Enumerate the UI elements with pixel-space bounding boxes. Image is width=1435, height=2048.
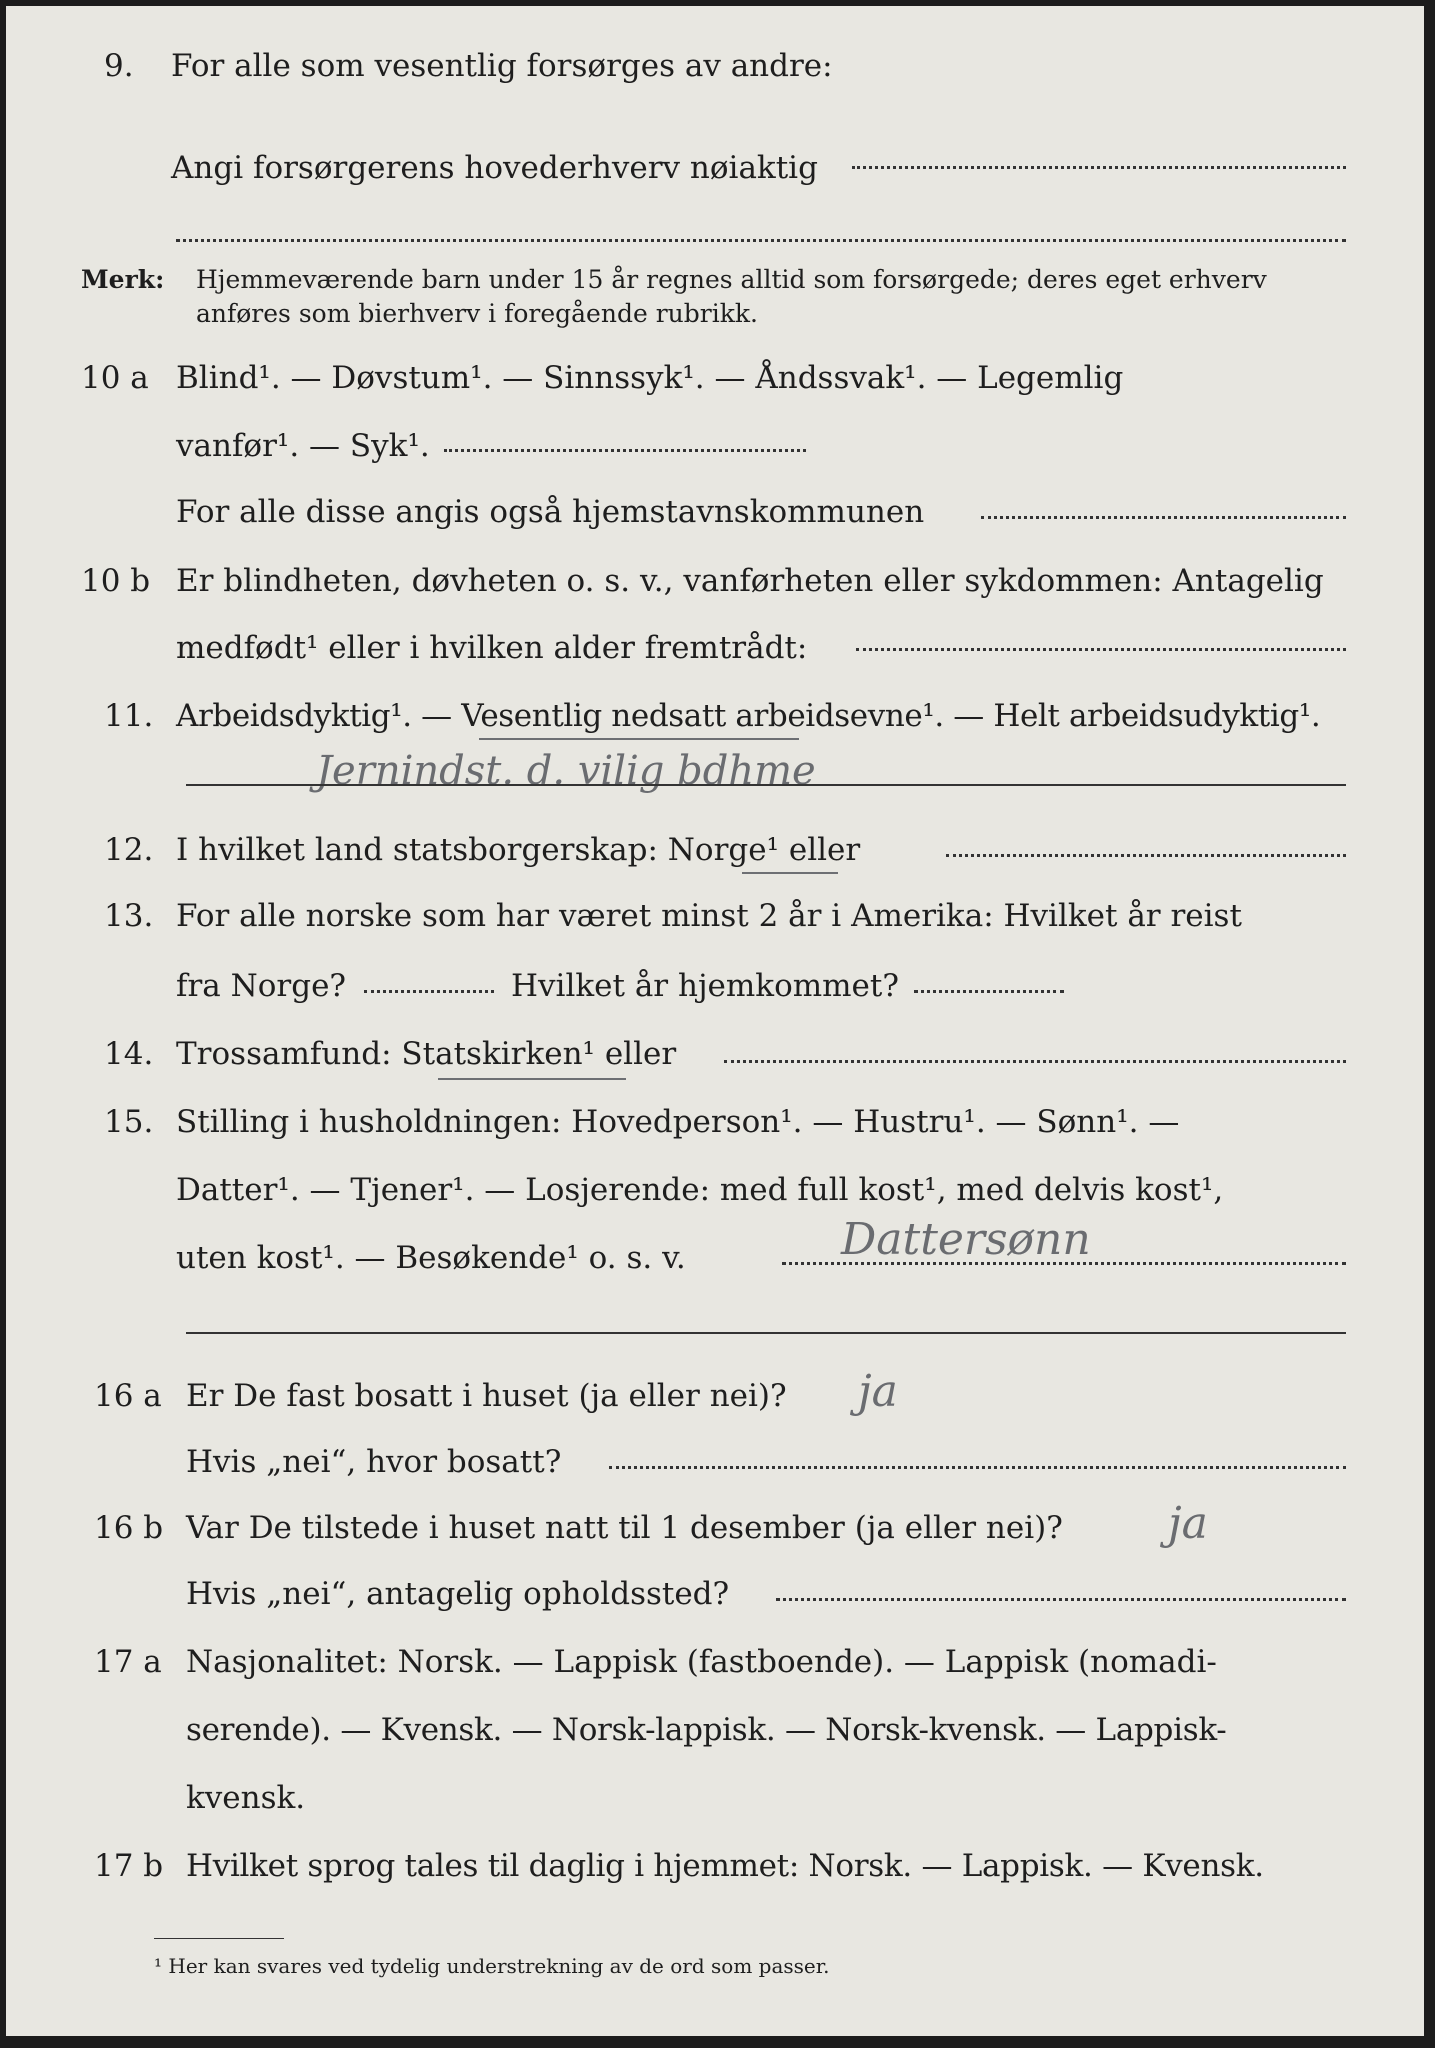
q15-answer-line[interactable] xyxy=(782,1262,1346,1265)
q16b-line1: Var De tilstede i huset natt til 1 desember (ja eller nei)? xyxy=(186,1510,1063,1546)
q16b-answer-line[interactable] xyxy=(776,1598,1346,1601)
q9-line1: For alle som vesentlig forsørges av andre: xyxy=(171,48,833,84)
q16a-answer-line[interactable] xyxy=(609,1466,1346,1469)
q10b-number: 10 b xyxy=(81,563,151,599)
q10b-line1: Er blindheten, døvheten o. s. v., vanførheten eller sykdommen: Antagelig xyxy=(176,563,1324,599)
q14-answer-line[interactable] xyxy=(724,1060,1346,1063)
q17a-number: 17 a xyxy=(94,1644,162,1680)
q10b-line2: medfødt¹ eller i hvilken alder fremtrådt: xyxy=(176,630,808,666)
q16b-line2: Hvis „nei“, antagelig opholdssted? xyxy=(186,1576,730,1612)
q15-answer-line-2[interactable] xyxy=(186,1332,1346,1334)
q16a-handwritten-answer: ja xyxy=(858,1366,898,1417)
q10a-line3: For alle disse angis også hjemstavnskommunen xyxy=(176,494,925,530)
q16a-number: 16 a xyxy=(94,1378,162,1414)
q12-answer-line[interactable] xyxy=(946,854,1346,857)
q11-answer-line[interactable] xyxy=(186,784,1346,786)
footnote-rule xyxy=(154,1938,284,1939)
q12-number: 12. xyxy=(104,832,154,868)
q13-number: 13. xyxy=(104,898,154,934)
q9-number: 9. xyxy=(104,48,134,84)
q16a-line1: Er De fast bosatt i huset (ja eller nei)? xyxy=(186,1378,787,1414)
q12-underline-mark xyxy=(742,872,838,874)
q13-line2a: fra Norge? xyxy=(176,968,347,1004)
q17a-line3: kvensk. xyxy=(186,1780,306,1816)
q16b-handwritten-answer: ja xyxy=(1168,1498,1208,1549)
q16a-line2: Hvis „nei“, hvor bosatt? xyxy=(186,1444,562,1480)
footnote: ¹ Her kan svares ved tydelig understrekning av de ord som passer. xyxy=(154,1954,830,1978)
q10a-line1: Blind¹. — Døvstum¹. — Sinnssyk¹. — Åndssvak¹. — Legemlig xyxy=(176,360,1124,396)
q17b-line1: Hvilket sprog tales til daglig i hjemmet: Norsk. — Lappisk. — Kvensk. xyxy=(186,1848,1264,1884)
q17a-line1: Nasjonalitet: Norsk. — Lappisk (fastboende). — Lappisk (nomadi- xyxy=(186,1644,1217,1680)
q15-line3: uten kost¹. — Besøkende¹ o. s. v. xyxy=(176,1240,686,1276)
q13-line2b: Hvilket år hjemkommet? xyxy=(511,968,899,1004)
q11-handwritten-answer: Jernindst. d. vilig bdhme xyxy=(316,748,816,794)
q14-line1: Trossamfund: Statskirken¹ eller xyxy=(176,1036,677,1072)
q9-answer-line[interactable] xyxy=(852,166,1346,169)
q11-number: 11. xyxy=(104,698,154,734)
form-page xyxy=(6,6,1424,2036)
q14-underline-mark xyxy=(438,1078,626,1080)
q10a-line2: vanfør¹. — Syk¹. xyxy=(176,428,430,464)
q11-line1: Arbeidsdyktig¹. — Vesentlig nedsatt arbeidsevne¹. — Helt arbeidsudyktig¹. xyxy=(176,698,1321,734)
merk-label: Merk: xyxy=(81,265,165,294)
q10b-answer-line[interactable] xyxy=(856,648,1346,651)
q15-handwritten-answer: Dattersønn xyxy=(841,1214,1091,1265)
q14-number: 14. xyxy=(104,1036,154,1072)
q13-hjemkommet-line[interactable] xyxy=(914,990,1064,993)
merk-line2: anføres som bierhverv i foregående rubrikk. xyxy=(196,299,758,328)
q10a-answer-line[interactable] xyxy=(444,449,806,452)
q17a-line2: serende). — Kvensk. — Norsk-lappisk. — Norsk-kvensk. — Lappisk- xyxy=(186,1712,1227,1748)
q9-answer-line-2[interactable] xyxy=(176,239,1346,242)
q13-line1: For alle norske som har været minst 2 år i Amerika: Hvilket år reist xyxy=(176,898,1242,934)
q9-line2: Angi forsørgerens hovederhverv nøiaktig xyxy=(171,150,818,186)
merk-line1: Hjemmeværende barn under 15 år regnes alltid som forsørgede; deres eget erhverv xyxy=(196,265,1267,294)
q10a-hjemstavn-line[interactable] xyxy=(981,516,1346,519)
q17b-number: 17 b xyxy=(94,1848,164,1884)
q12-line1: I hvilket land statsborgerskap: Norge¹ eller xyxy=(176,832,861,868)
q15-line1: Stilling i husholdningen: Hovedperson¹. — Hustru¹. — Sønn¹. — xyxy=(176,1104,1180,1140)
q16b-number: 16 b xyxy=(94,1510,164,1546)
q15-line2: Datter¹. — Tjener¹. — Losjerende: med full kost¹, med delvis kost¹, xyxy=(176,1172,1224,1208)
q10a-number: 10 a xyxy=(81,360,149,396)
q15-number: 15. xyxy=(104,1104,154,1140)
q13-reist-line[interactable] xyxy=(364,990,494,993)
q11-underline-mark xyxy=(479,738,799,740)
